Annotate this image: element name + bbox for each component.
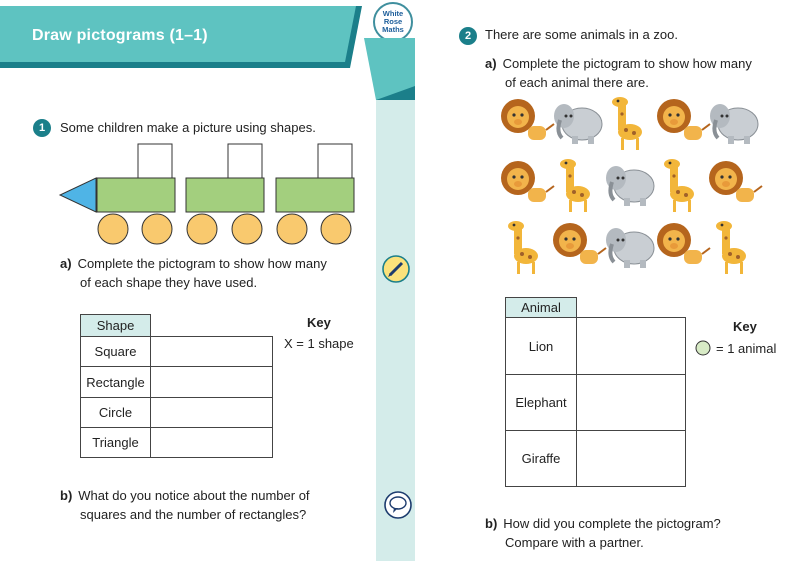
row-label-giraffe: Giraffe [506, 431, 577, 487]
question-2b: b) How did you complete the pictogram? Compare with a partner. [485, 516, 721, 550]
elephant-picture [606, 166, 654, 206]
train-car-3 [276, 144, 354, 244]
giraffe-picture [612, 97, 642, 150]
lion-picture [501, 99, 554, 140]
gutter-ribbon [352, 38, 415, 100]
elephant-picture [606, 228, 654, 268]
question-1b: b) What do you notice about the number of squares and the number of rectangles? [60, 488, 310, 522]
pictogram-cell-rectangle[interactable] [151, 367, 273, 398]
shape-train-picture [58, 140, 358, 248]
row-label-circle: Circle [81, 398, 151, 428]
key-title-2: Key [733, 319, 757, 334]
row-label-triangle: Triangle [81, 428, 151, 458]
lion-picture [657, 223, 710, 264]
question-1-number: 1 [33, 119, 51, 137]
lion-picture [657, 99, 710, 140]
pictogram-cell-elephant[interactable] [577, 375, 686, 431]
part-label: b) [485, 516, 498, 531]
question-2-prompt: There are some animals in a zoo. [485, 27, 678, 42]
part-label: b) [60, 488, 73, 503]
question-2-number: 2 [459, 27, 477, 45]
key-circle-icon [695, 340, 711, 356]
part-label: a) [60, 256, 72, 271]
question-2a: a) Complete the pictogram to show how many of each animal there are. [485, 56, 752, 90]
pencil-icon [381, 254, 411, 284]
row-label-elephant: Elephant [506, 375, 577, 431]
train-car-1 [97, 144, 175, 244]
discussion-icon [383, 490, 413, 520]
train-triangle [60, 178, 96, 212]
white-rose-maths-logo: White Rose Maths [373, 2, 413, 42]
row-label-square: Square [81, 337, 151, 367]
pictogram-cell-square[interactable] [151, 337, 273, 367]
table-header-shape: Shape [81, 315, 151, 337]
zoo-animals-picture [500, 96, 770, 281]
pictogram-cell-circle[interactable] [151, 398, 273, 428]
giraffe-picture [560, 159, 590, 212]
shape-pictogram-table [80, 314, 273, 458]
part-label: a) [485, 56, 497, 71]
question-1a: a) Complete the pictogram to show how many of each shape they have used. [60, 256, 327, 290]
animal-pictogram-table [505, 297, 686, 487]
lion-picture [501, 161, 554, 202]
pictogram-cell-lion[interactable] [577, 318, 686, 375]
elephant-picture [554, 104, 602, 144]
giraffe-picture [716, 221, 746, 274]
lion-picture [709, 161, 762, 202]
key-text-2: = 1 animal [716, 341, 777, 356]
pictogram-cell-triangle[interactable] [151, 428, 273, 458]
elephant-picture [710, 104, 758, 144]
giraffe-picture [508, 221, 538, 274]
train-car-2 [186, 144, 264, 244]
page-title: Draw pictograms (1–1) [32, 27, 208, 44]
table-header-animal: Animal [506, 298, 577, 318]
row-label-lion: Lion [506, 318, 577, 375]
key-title-1: Key [307, 315, 331, 330]
lion-picture [553, 223, 606, 264]
question-1-prompt: Some children make a picture using shapes. [60, 120, 316, 135]
key-text-1: X = 1 shape [284, 336, 354, 351]
row-label-rectangle: Rectangle [81, 367, 151, 398]
pictogram-cell-giraffe[interactable] [577, 431, 686, 487]
giraffe-picture [664, 159, 694, 212]
